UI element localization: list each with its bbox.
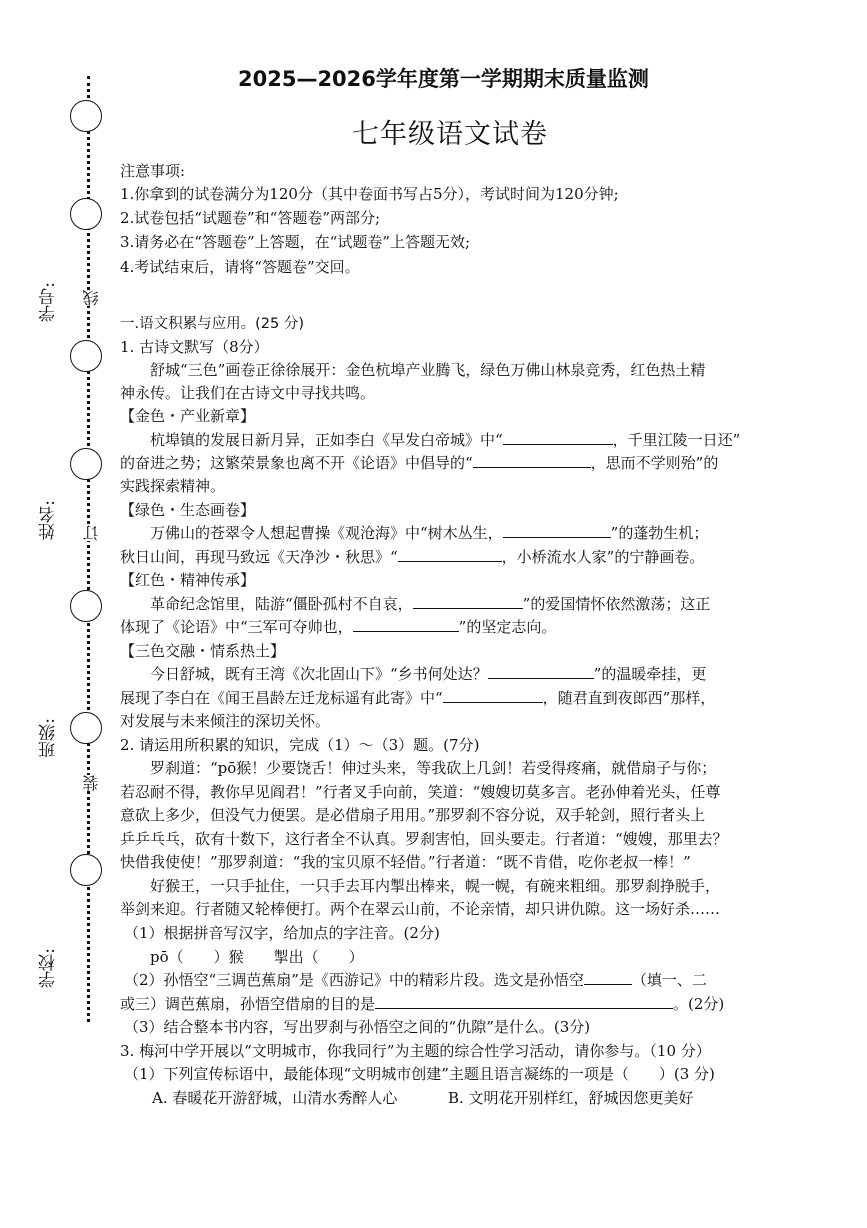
q2-passage-line: 好猴王，一只手扯住，一只手去耳内掣出棒来，幌一幌，有碗来粗细。那罗刹挣脱手，	[150, 877, 721, 895]
binding-hole-6	[70, 712, 102, 744]
q1-gold-title: 【金色・产业新章】	[120, 407, 256, 425]
q1-red-line: 革命纪念馆里，陆游“僵卧孤村不自哀， ”的爱国情怀依然激荡；这正	[150, 595, 711, 613]
q1-blend-line: 今日舒城，既有王湾《次北固山下》“乡书何处达？ ”的温暖牵挂，更	[150, 665, 707, 683]
q1-blend-title: 【三色交融・情系热土】	[120, 642, 286, 660]
q3-option-a: A. 春暖花开游舒城，山清水秀醉人心	[152, 1089, 398, 1107]
binding-mark-ding: 订	[82, 525, 101, 541]
question-1-title: 1. 古诗文默写（8分）	[120, 338, 269, 356]
answer-blank[interactable]	[473, 452, 591, 468]
q2-passage-line: 举剑来迎。行者随又轮棒便打。两个在翠云山前，不论亲情，却只讲仇隙。这一场好杀……	[120, 900, 721, 918]
question-3-title: 3. 梅河中学开展以“文明城市，你我同行”为主题的综合性学习活动，请你参与。（10 分）	[120, 1042, 711, 1060]
q2-sub3: （3）结合整本书内容，写出罗刹与孙悟空之间的“仇隙”是什么。(3分)	[124, 1018, 591, 1036]
q1-gold-line: 实践探索精神。	[120, 477, 226, 495]
binding-mark-xian: 线	[82, 290, 101, 306]
notice-item: 2.试卷包括“试题卷”和“答题卷”两部分;	[120, 209, 381, 227]
q3-sub1: （1）下列宣传标语中，最能体现“文明城市创建”主题且语言凝练的一项是（ ）(3 分)	[124, 1065, 715, 1083]
binding-hole-1	[70, 100, 102, 132]
q2-sub2-line: 或三）调芭蕉扇，孙悟空借扇的目的是 。(2分)	[120, 995, 725, 1013]
section-heading: 一.语文积累与应用。(25 分)	[120, 316, 304, 332]
q1-green-title: 【绿色・生态画卷】	[120, 501, 256, 519]
q1-blend-line: 对发展与未来倾注的深切关怀。	[120, 712, 331, 730]
q2-passage-line: 乒乒乓乓，砍有十数下，这行者全不认真。罗刹害怕，回头要走。行者道：“嫂嫂，那里去？	[120, 830, 728, 848]
q2-sub1-blanks: pō（ ）猴 掣出（ ）	[150, 948, 364, 966]
question-2-title: 2. 请运用所积累的知识，完成（1）～（3）题。(7分)	[120, 736, 480, 754]
class-label: 班级:	[39, 718, 59, 758]
answer-blank[interactable]	[443, 687, 543, 703]
q1-intro: 神永传。让我们在古诗文中寻找共鸣。	[120, 384, 376, 402]
answer-blank[interactable]	[488, 663, 594, 679]
exam-subtitle: 七年级语文试卷	[352, 119, 548, 150]
notice-item: 4.考试结束后，请将“答题卷”交回。	[120, 258, 360, 276]
notice-item: 1.你拿到的试卷满分为120分（其中卷面书写占5分），考试时间为120分钟;	[120, 185, 619, 203]
answer-blank[interactable]	[353, 616, 459, 632]
binding-hole-3	[70, 340, 102, 372]
q2-sub1: （1）根据拼音写汉字，给加点的字注音。(2分)	[124, 924, 440, 942]
q1-gold-line: 杭埠镇的发展日新月异，正如李白《早发白帝城》中“ ，千里江陵一日还”	[150, 431, 741, 449]
school-label: 学校:	[39, 948, 59, 988]
binding-hole-2	[70, 198, 102, 230]
answer-blank[interactable]	[503, 522, 611, 538]
answer-blank[interactable]	[375, 993, 673, 1009]
q1-gold-line: 的奋进之势；这繁荣景象也离不开《论语》中倡导的“ ，思而不学则殆”的	[120, 454, 719, 472]
notice-item: 3.请务必在“答题卷”上答题，在“试题卷”上答题无效;	[120, 233, 471, 251]
q1-red-line: 体现了《论语》中“三军可夺帅也， ”的坚定志向。	[120, 618, 557, 636]
answer-blank[interactable]	[584, 969, 632, 985]
q2-sub2-line: （2）孙悟空“三调芭蕉扇”是《西游记》中的精彩片段。选文是孙悟空 （填一、二	[124, 971, 707, 989]
answer-blank[interactable]	[503, 429, 613, 445]
answer-blank[interactable]	[398, 546, 502, 562]
student-id-label: 学号:	[39, 282, 59, 322]
answer-blank[interactable]	[413, 593, 523, 609]
q1-blend-line: 展现了李白在《闻王昌龄左迁龙标遥有此寄》中“ ，随君直到夜郎西”那样，	[120, 689, 716, 707]
q2-passage-line: 意砍上多少，但没气力便罢。是必借扇子用用。”那罗刹不容分说，双手轮剑，照行者头上	[120, 806, 706, 824]
exam-title: 2025—2026学年度第一学期期末质量监测	[238, 67, 649, 91]
binding-hole-5	[70, 590, 102, 622]
binding-hole-7	[70, 854, 102, 886]
q2-passage-line: 快借我使使！”那罗刹道：“我的宝贝原不轻借。”行者道：“既不肯借，吃你老叔一棒！”	[120, 853, 691, 871]
binding-hole-4	[70, 448, 102, 480]
name-label: 姓名:	[39, 500, 59, 540]
q2-passage-line: 罗刹道：“pō猴！少要饶舌！伸过头来，等我砍上几剑！若受得疼痛，就借扇子与你；	[150, 759, 717, 777]
q1-red-title: 【红色・精神传承】	[120, 571, 256, 589]
notice-heading: 注意事项:	[120, 162, 186, 180]
q2-passage-line: 若忍耐不得，教你早见阎君！”行者叉手向前，笑道：“嫂嫂切莫多言。老孙伸着光头，任尊	[120, 783, 721, 801]
q1-green-line: 万佛山的苍翠令人想起曹操《观沧海》中“树木丛生， ”的蓬勃生机；	[150, 524, 709, 542]
q3-option-b: B. 文明花开别样红，舒城因您更美好	[448, 1089, 694, 1107]
q1-intro: 舒城“三色”画卷正徐徐展开：金色杭埠产业腾飞，绿色万佛山林泉竞秀，红色热土精	[150, 361, 706, 379]
binding-mark-zhuang: 装	[82, 775, 101, 791]
q1-green-line: 秋日山间，再现马致远《天净沙・秋思》“ ，小桥流水人家”的宁静画卷。	[120, 548, 705, 566]
